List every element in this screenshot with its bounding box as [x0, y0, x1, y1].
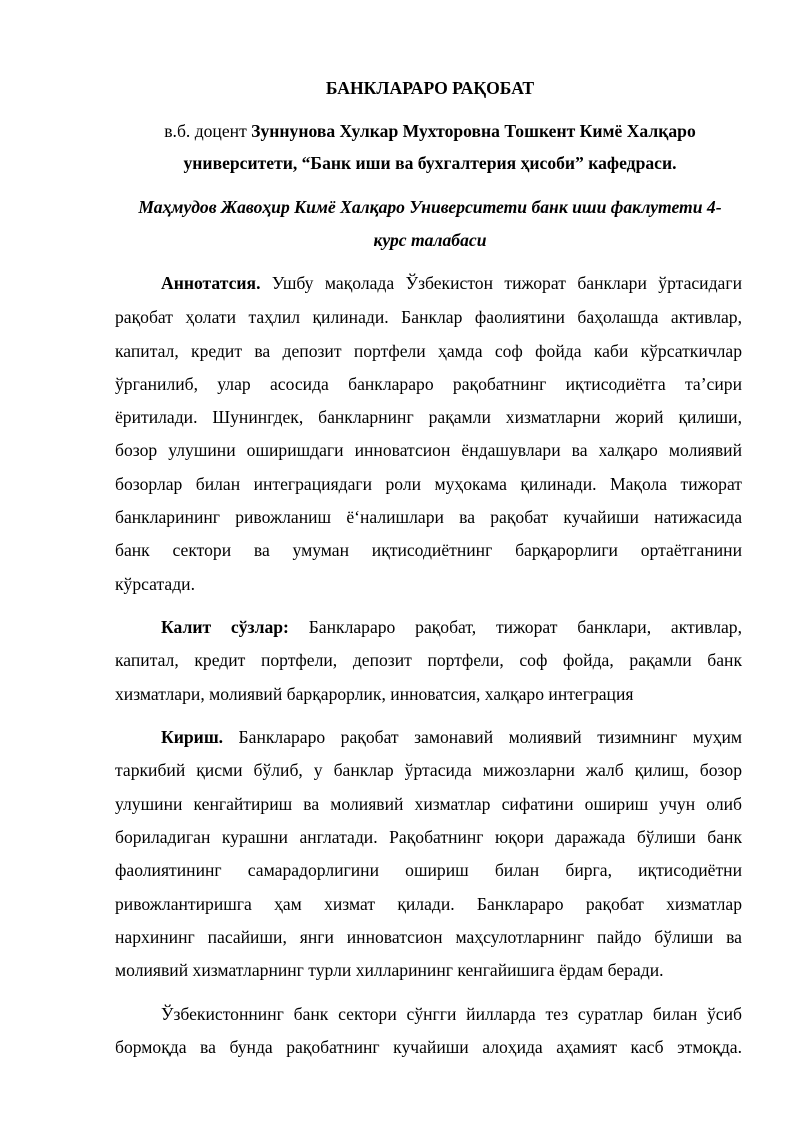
author1-name: Зуннунова Хулкар Мухторовна Тошкент Кимё Халқаро	[251, 121, 696, 141]
intro-label: Кириш.	[161, 727, 224, 747]
intro-line: бориладиган курашни англатади. Рақобатнинг юқори даражада бўлиши банк	[115, 827, 742, 847]
paper-title: БАНКЛАРАРО РАҚОБАТ	[325, 78, 535, 98]
annotation-line: кўрсатади.	[115, 574, 195, 594]
annotation-line: бозорлар билан интеграциядаги роли муҳокама қилинади. Мақола тижорат	[115, 474, 742, 494]
author1-prefix: в.б. доцент	[164, 121, 252, 141]
annotation-line: ўрганилиб, улар асосида банклараро рақобатнинг иқтисодиётга таʼсири	[115, 374, 742, 394]
author2-line1: Маҳмудов Жавоҳир Кимё Халқаро Университети банк иши факлутети 4-	[138, 197, 722, 217]
annotation-line: банк сектори ва умуман иқтисодиётнинг барқарорлиги ортаётганини	[115, 540, 742, 560]
author1-line1	[115, 120, 745, 142]
intro-line: нархининг пасайиши, янги инноватсион маҳсулотларнинг пайдо бўлиши ва	[115, 927, 742, 947]
annotation-label: Аннотатсия.	[161, 273, 261, 293]
annotation-line: бозор улушини оширишдаги инноватсион ёндашувлари ва халқаро молиявий	[115, 440, 742, 460]
intro-first-line: Кириш. Банклараро рақобат замонавий молиявий тизимнинг муҳим	[161, 727, 742, 747]
author1-affiliation: университети, “Банк иши ва бухгалтерия ҳисоби” кафедраси.	[183, 153, 677, 173]
para2-first-line: Ўзбекистоннинг банк сектори сўнгги йилларда тез суратлар билан ўсиб	[161, 1004, 742, 1024]
keywords-label: Калит сўзлар:	[161, 617, 289, 637]
annotation-line: банкларининг ривожланиш ёʻналишлари ва рақобат кучайиши натижасида	[115, 507, 742, 527]
intro-line: фаолиятининг самарадорлигини ошириш билан бирга, иқтисодиётни	[115, 860, 742, 880]
annotation-first-line: Аннотатсия. Ушбу мақолада Ўзбекистон тижорат банклари ўртасидаги	[161, 273, 742, 293]
para2-line: бормоқда ва бунда рақобатнинг кучайиши алоҳида аҳамият касб этмоқда.	[115, 1037, 742, 1057]
intro-line: молиявий хизматларнинг турли хилларининг кенгайишига ёрдам беради.	[115, 960, 664, 980]
keywords-first-line: Калит сўзлар: Банклараро рақобат, тижорат банклари, активлар,	[161, 617, 742, 637]
annotation-line: рақобат ҳолати таҳлил қилинади. Банклар фаолиятини баҳолашда активлар,	[115, 307, 742, 327]
intro-line: таркибий қисми бўлиб, у банклар ўртасида мижозларни жалб қилиш, бозор	[115, 760, 742, 780]
keywords-line: хизматлари, молиявий барқарорлик, инноватсия, халқаро интеграция	[115, 684, 634, 704]
intro-line: улушини кенгайтириш ва молиявий хизматлар сифатини ошириш учун олиб	[115, 794, 742, 814]
annotation-line: ёритилади. Шунингдек, банкларнинг рақамли хизматларни жорий қилиши,	[115, 407, 742, 427]
author2-line2: курс талабаси	[373, 230, 487, 250]
annotation-line: капитал, кредит ва депозит портфели ҳамда соф фойда каби кўрсаткичлар	[115, 341, 742, 361]
intro-line: ривожлантиришга ҳам хизмат қилади. Банклараро рақобат хизматлар	[115, 894, 742, 914]
keywords-line: капитал, кредит портфели, депозит портфели, соф фойда, рақамли банк	[115, 650, 742, 670]
